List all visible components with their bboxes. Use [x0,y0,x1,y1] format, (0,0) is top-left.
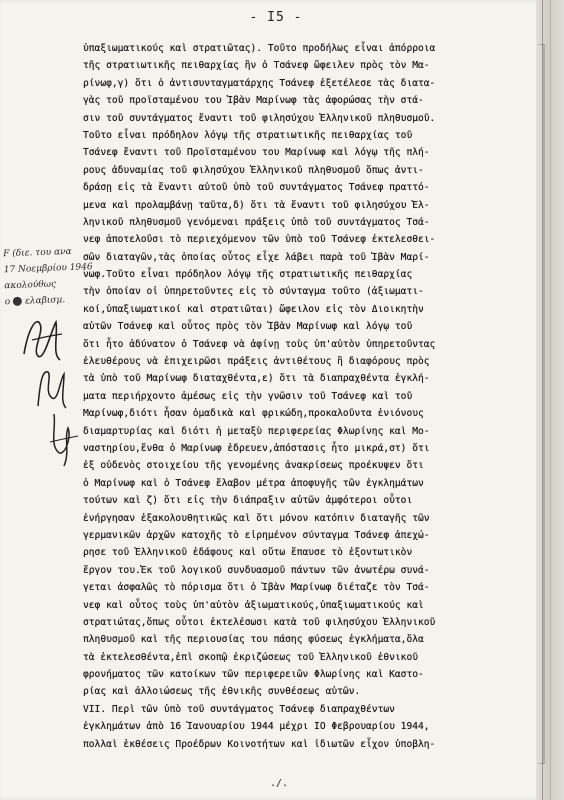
text-line: νεφ ἀποτελοῦσι τὸ περιεχόμενον τῶν ὑπὸ τοῦ Τσάνεφ ἐκτελεσθει- [83,234,436,246]
text-line: διαμαρτυρίας καὶ διότι ἡ μεταξὺ περιφερείας Φλωρίνης καὶ Μο- [83,425,430,437]
margin-note-line: ακολούθως [4,279,57,292]
text-line: τὰ ὑπὸ τοῦ Μαρίνωφ διαταχθέντα,ε) ὅτι τὰ διαπραχθέντα ἐγκλή- [83,373,430,385]
text-line: VII. Περὶ τῶν ὑπὸ τοῦ συντάγματος Τσάνεφ διαπραχθέντων [83,703,395,715]
text-line: ρησε τοῦ Ἑλληνικοῦ ἐδάφους καὶ οὕτω ἔπαυσε τὸ ἐξοντωτικὸν [83,547,413,559]
text-line: μενα καὶ προλαμβάνῃ ταῦτα,δ) ὅτι τὰ ἔναντι τοῦ φιλησύχου Ἑλ- [83,199,430,211]
text-line: τούτων καὶ ζ) ὅτι εἰς τὴν διάπραξιν αὐτῶν ἀμφότεροι οὗτοι [83,495,413,507]
text-line: νωφ.Τοῦτο εἶναι πρόδηλον λόγῳ τῆς στρατιωτικῆς πειθαρχίας [83,269,413,281]
text-line: ρίνωφ,γ) ὅτι ὁ ἀντισυνταγματάρχης Τσάνεφ ἐξετέλεσε τὰς διατα- [83,77,436,89]
text-line: ἔργον του.Ἐκ τοῦ λογικοῦ συνδυασμοῦ πάντων τῶν ἀνωτέρω συνά- [83,564,430,576]
text-line: ἐγκλημάτων ἀπὸ 16 Ἰανουαρίου 1944 μέχρι IO Φεβρουαρίου 1944, [83,721,430,733]
signature-1 [18,310,68,366]
text-line: νεφ καὶ οὗτος τοὺς ὑπ'αὐτὸν ἀξιωματικούς,ὑπαξιωματικούς καὶ [83,599,424,611]
text-line: ὑπαξιωματικούς καὶ στρατιῶτας). Τοῦτο προδήλως εἶναι ἀπόρροια [83,43,436,54]
margin-bracket [536,44,548,764]
text-line: ἐλευθέρους νὰ ἐπιχειρῶσι πράξεις ἀντιθέτους ἢ διαφόρους πρὸς [83,356,430,368]
signature-2 [30,362,70,412]
continuation-mark: ./. [270,778,289,789]
text-line: ναστηρίου,ἔνθα ὁ Μαρίνωφ ἐδρευεν,ἀπόστασις ἦτο μικρά,στ) ὅτι [83,442,430,454]
text-line: πολλαὶ ἐκθέσεις Προέδρων Κοινοτήτων καὶ ἰδιωτῶν εἶχον ὑποβλη- [83,738,436,750]
text-line: γεται ἀσφαλῶς τὸ πόρισμα ὅτι ὁ Ἰβὰν Μαρίνωφ διέταζε τὸν Τσά- [83,582,430,594]
text-line: δράσῃ εἰς τὰ ἔναντι αὐτοῦ ὑπὸ τοῦ συντάγματος Τσάνεφ πραττό- [83,182,430,194]
text-line: τὰ ἐκτελεσθέντα,ἐπὶ σκοπῷ ἐκριζώσεως τοῦ Ἑλληνικοῦ ἐθνικοῦ [83,651,419,663]
ink-blot [13,297,22,306]
text-line: ὅτι ἦτο ἀδύνατον ὁ Τσάνεφ νὰ ἀφίνῃ τοὺς ὑπ'αὐτὸν ὑπηρετοῦντας [83,338,436,350]
text-line: γερμανικῶν ἀρχῶν κατοχῆς τὸ εἰρημένον σύνταγμα Τσάνεφ ἀπεχώ- [83,529,430,541]
handwritten-margin-note [3,244,93,311]
margin-note-line: F (διε. του ανα [3,246,72,260]
margin-note-line: 17 Νοεμβρίου 1946 [3,262,93,276]
text-line: ματα περιήρχοντο ἀμέσως εἰς τὴν γνῶσιν τοῦ Τσάνεφ καὶ τοῦ [83,390,413,402]
text-line: αὐτῶν Τσάνεφ καὶ οὗτος πρὸς τὸν Ἰβὰν Μαρίνωφ καὶ λόγῳ τοῦ [83,321,413,333]
text-line: κοί,ὑπαξιωματικοί καὶ στρατιῶται) ὤφειλον εἰς τὸν Διοικητὴν [83,303,424,315]
typed-text-body [83,40,523,753]
text-line: πληθυσμοῦ καὶ τῆς περιουσίας του πάσης φύσεως ἐγκλήματα,ὅλα [83,634,424,646]
text-line: Τσάνεφ ἔναντι τοῦ Προϊσταμένου του Μαρίνωφ καὶ λόγῳ τῆς πλή- [83,147,430,159]
text-line: ἐξ οὐδενὸς στοιχείου τῆς γενομένης ἀνακρίσεως προέκυψεν ὅτι [83,460,424,472]
text-line: φρονήματος τῶν κατοίκων τῶν περιφερειῶν Φλωρίνης καὶ Καστο- [83,669,424,681]
margin-note-line: ο ελαβισμ. [4,295,66,308]
text-line: ληνικοῦ πληθυσμοῦ γενόμεναι πράξεις ὑπὸ τοῦ συντάγματος Τσά- [83,216,430,228]
text-line: ἐνήργησαν ἐξακολουθητικῶς καὶ ὅτι μόνον κατόπιν διαταγῆς τῶν [83,512,430,524]
signature-3 [44,408,84,470]
text-line: Μαρίνωφ,διότι ἦσαν ὁμαδικὰ καὶ φρικώδη,προκαλοῦντα ἐνιόνους [83,408,424,420]
page-number: - I5 - [249,10,303,25]
text-line: σῶν διαταγῶν,τὰς ὁποίας οὗτος εἶχε λάβει παρὰ τοῦ Ἰβὰν Μαρί- [83,251,430,263]
text-line: ὁ Μαρίνωφ καὶ ὁ Τσάνεφ ἔλαβον μέτρα ἀποφυγῆς τῶν ἐγκλημάτων [83,477,424,489]
text-line: σιν τοῦ συντάγματος ἔναντι τοῦ φιλησύχου Ἑλληνικοῦ πληθυσμοῦ. [83,112,436,124]
text-line: ρίας καὶ ἀλλοιώσεως τῆς ἐθνικῆς συνθέσεως αὐτῶν. [83,686,361,698]
text-line: τὴν ὁποίαν οἱ ὑπηρετοῦντες εἰς τὸ σύνταγμα τοῦτο (ἀξιωματι- [83,286,424,298]
text-line: στρατιώτας,ὅπως οὗτοι ἐκτελέσωσι κατὰ τοῦ φιλησύχου Ἑλληνικοῦ [83,616,436,628]
text-line: ρους ἀδυναμίας τοῦ φιλησύχου Ἑλληνικοῦ πληθυσμοῦ ὅπως ἀντι- [83,164,424,176]
text-line: τῆς στρατιωτικῆς πειθαρχίας ἣν ὁ Τσάνεφ ὤφειλεν πρὸς τὸν Μα- [83,60,430,72]
text-line: Τοῦτο εἶναι πρόδηλον λόγῳ τῆς στρατιωτικῆς πειθαρχίας τοῦ [83,129,413,141]
text-line: γὰς τοῦ προϊσταμένου του Ἰβὰν Μαρίνωφ τὰς ἀφορώσας τὴν στά- [83,95,424,107]
